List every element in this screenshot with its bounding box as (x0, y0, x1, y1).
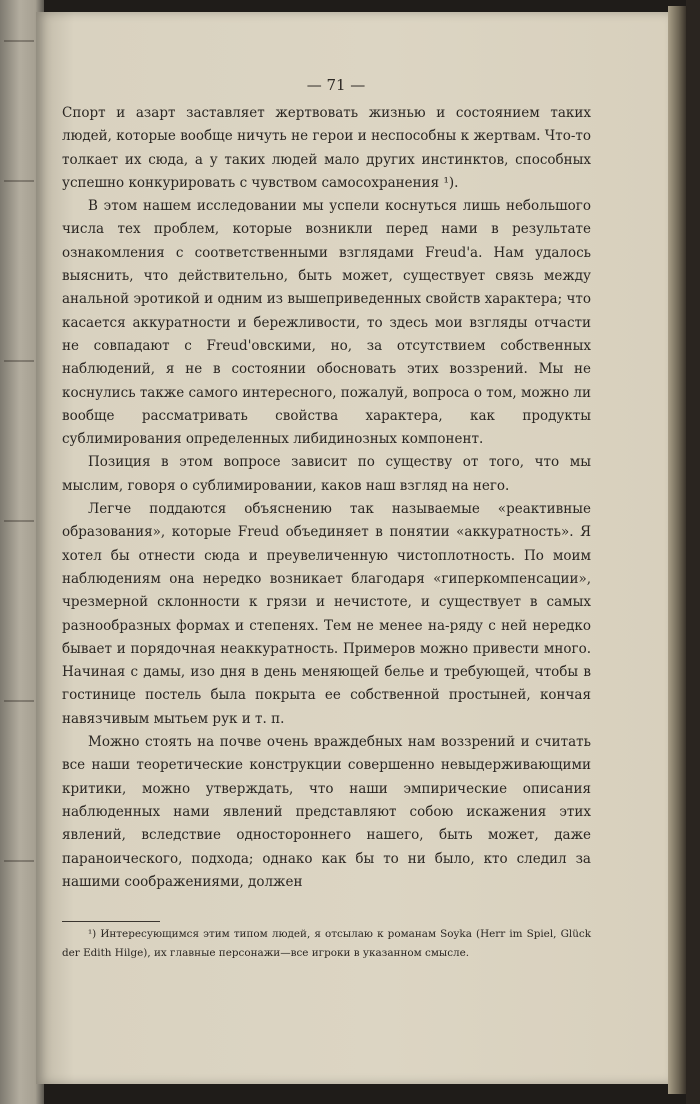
paragraph: Спорт и азарт заставляет жертвовать жизнью и состоянием таких людей, которые вообще ничуть не герои и неспособны к жертвам. Что-то толкает их сюда, а у таких людей мало других инстинктов, способных успешно конкурировать с чувством самосохранения ¹). (62, 105, 591, 191)
paragraph: Можно стоять на почве очень враждебных нам воззрений и считать все наши теоретические конструкции совершенно невыдерживающими критики, можно утверждать, что наши эмпирические описания наблюденных нами явлений представляют собою искажения этих явлений, вследствие одностороннего нашего, быть может, даже параноического, подхода; однако как бы то ни было, кто следил за нашими соображениями, должен (62, 734, 591, 890)
body-text (62, 102, 591, 894)
paragraph: Легче поддаются объяснению так называемые «реактивные образования», которые Freud объединяет в понятии «аккуратность». Я хотел бы отнести сюда и преувеличенную чистоплотность. По моим наблюдениям она нередко возникает благодаря «гиперкомпенсации», чрезмерной склонности к грязи и нечистоте, и существует в самых разнообразных формах и степенях. Тем не менее на-ряду с ней нередко бывает и порядочная неаккуратность. Примеров можно привести много. Начиная с дамы, изо дня в день меняющей белье и требующей, чтобы в гостинице постель была покрыта ее собственной простыней, кончая навязчивым мытьем рук и т. п. (62, 501, 591, 727)
paragraph: В этом нашем исследовании мы успели коснуться лишь небольшого числа тех проблем, которые возникли перед нами в результате ознакомления с соответственными взглядами Freud'а. Нам удалось выяснить, что действительно, быть может, существует связь между анальной эротикой и одним из вышеприведенных свойств характера; что касается аккуратности и бережливости, то здесь мои взгляды отчасти не совпадают с Freud'овскими, но, за отсутствием собственных наблюдений, я не в состоянии обосновать этих воззрений. Мы не коснулись также самого интересного, пожалуй, вопроса о том, можно ли вообще рассматривать свойства характера, как продукты сублимирования определенных либидинозных компонент. (62, 198, 592, 448)
page-stack-edge (668, 6, 686, 1094)
book-page (36, 12, 668, 1084)
footnote: ¹) Интересующимся этим типом людей, я отсылаю к романам Soyka (Herr im Spiel, Glück der Edith Hilge), их главные персонажи—все игроки в указанном смысле. (62, 928, 591, 959)
footnote-rule (62, 921, 160, 922)
book-cover-edge (686, 0, 700, 1104)
page-number: — 71 — (306, 76, 366, 94)
paragraph: Позиция в этом вопросе зависит по существу от того, что мы мыслим, говоря о сублимировании, каков наш взгляд на него. (62, 454, 591, 494)
